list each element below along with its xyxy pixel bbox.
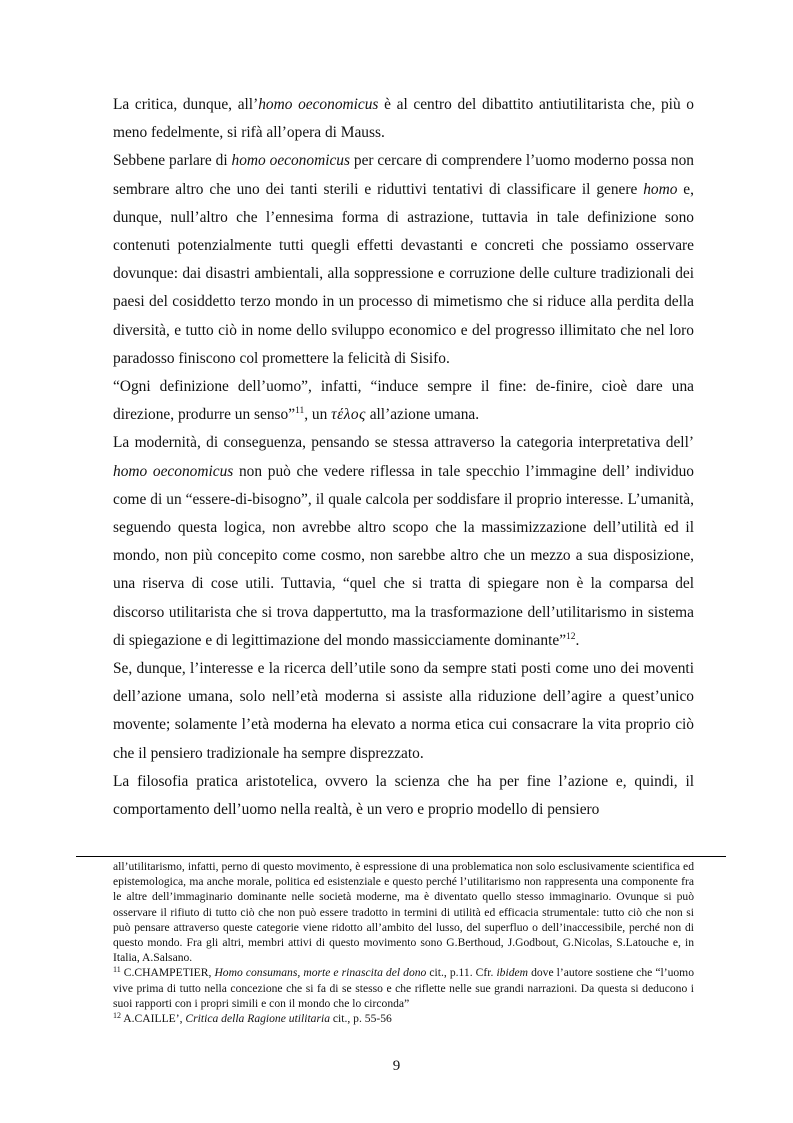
footnote-12 (113, 1011, 694, 1026)
paragraph-1 (113, 91, 694, 147)
text-run: cit., p.11. Cfr. (426, 966, 497, 980)
text-run: La critica, dunque, all’ (113, 96, 259, 113)
footnote-11 (113, 965, 694, 1011)
footnote-marker-11: 11 (295, 406, 305, 417)
footnote-marker-12: 12 (566, 631, 576, 642)
footnote-separator (76, 856, 726, 857)
paragraph-4 (113, 429, 694, 655)
footnote-number: 11 (113, 965, 121, 975)
text-run: non può che vedere riflessa in tale specchio l’immagine dell’ individuo come di un “essere-di-bisogno”, il quale calcola per soddisfare il proprio interesse. L’umanità, seguendo questa logica, non avrebbe altro scopo che la massimizzazione dell’utilità ed il mondo, non più concepito come cosmo, non sarebbe altro che un mezzo a sua disposizione, una riserva di cose utili. Tuttavia, “quel che si tratta di spiegare non è la comparsa del discorso utilitarista che si trova dappertutto, ma la trasformazione dell’utilitarismo in sistema di spiegazione e di legittimazione del mondo massicciamente dominante” (113, 462, 694, 649)
text-run: . (575, 631, 580, 649)
main-text (113, 91, 694, 824)
greek-word: τέλος (331, 406, 366, 424)
text-run: dove l’autore sostiene che “l’uomo vive prima di tutto nella concezione che si fa di se stesso e che riflette nelle sue grandi narrazioni. Da questa si deducono i suoi rapporti con i propri simili e con il mondo che lo circonda” (113, 966, 694, 1010)
italic-term: ibidem (496, 966, 529, 980)
text-run: cit., p. 55-56 (330, 1012, 392, 1026)
text-run: per cercare di comprendere l’uomo moderno possa non sembrare altro che uno dei tanti sterili e riduttivi tentativi di classificare il genere (113, 152, 694, 198)
paragraph-6: La filosofia pratica aristotelica, ovvero la scienza che ha per fine l’azione e, quindi, il comportamento dell’uomo nella realtà, è un vero e proprio modello di pensiero (113, 772, 694, 819)
text-run: La modernità, di conseguenza, pensando se stessa attraverso la categoria interpretativa dell’ (113, 434, 694, 452)
text-run: è al centro del dibattito antiutilitarista che, più o meno fedelmente, si rifà all’opera di Mauss. (113, 96, 695, 142)
footnote-continuation: all’utilitarismo, infatti, perno di questo movimento, è espressione di una problematica non solo esclusivamente scientifica ed epistemologica, ma anche morale, politica ed esistenziale e questo perché l’utilitarismo non rappresenta una componente fra le altre dell’immaginario dominante nelle società moderne, ma è diventato quello stesso immaginario. Ovunque si può osservare il rifiuto di tutto ciò che non può essere tradotto in termini di utilità ed efficacia strumentale: tutto ciò che non si può pensare attraverso queste categorie viene ridotto all’ambito del lusso, del superfluo o dell’inaccessibile, perché non di questo mondo. Fra gli altri, membri attivi di questo movimento sono G.Berthoud, J.Godbout, G.Nicolas, S.Latouche e, in Italia, A.Salsano. (113, 860, 694, 965)
text-run: A.CAILLE’, (121, 1012, 186, 1026)
paragraph-5: Se, dunque, l’interesse e la ricerca dell’utile sono da sempre stati posti come uno dei moventi dell’azione umana, solo nell’età moderna si assiste alla riduzione dell’agire a quest’unico movente; solamente l’età moderna ha elevato a norma etica cui consacrare la vita proprio ciò che il pensiero tradizionale ha sempre disprezzato. (113, 660, 694, 762)
text-run: all’azione umana. (365, 406, 480, 424)
footnotes (113, 859, 694, 1026)
text-run: , un (304, 406, 332, 424)
italic-term: homo oeconomicus (258, 96, 379, 113)
book-title: Homo consumans, morte e rinascita del dono (214, 966, 427, 980)
text-run: e, dunque, null’altro che l’ennesima forma di astrazione, tuttavia in tale definizione sono contenuti potenzialmente tutti quegli effetti devastanti e concreti che possiamo osservare dovunque: dai disastri ambientali, alla soppressione e corruzione delle culture tradizionali dei paesi del cosiddetto terzo mondo in un processo di mimetismo che si riduce alla perdita della diversità, e tutto ciò in nome dello sviluppo economico e del progresso illimitato che nel loro paradosso finiscono col promettere la felicità di Sisifo. (113, 180, 694, 367)
italic-term: homo oeconomicus (113, 462, 234, 480)
page-number: 9 (392, 1058, 401, 1074)
italic-term: homo (643, 180, 678, 198)
paragraph-3 (113, 373, 694, 429)
paragraph-2 (113, 147, 694, 373)
italic-term: homo oeconomicus (231, 152, 350, 170)
text-run: Sebbene parlare di (113, 152, 232, 170)
book-title: Critica della Ragione utilitaria (185, 1012, 330, 1026)
text-run: C.CHAMPETIER, (120, 966, 215, 980)
footnote-number: 12 (113, 1011, 121, 1021)
text-run: “Ogni definizione dell’uomo”, infatti, “induce sempre il fine: de-finire, cioè dare una direzione, produrre un senso” (113, 378, 694, 424)
